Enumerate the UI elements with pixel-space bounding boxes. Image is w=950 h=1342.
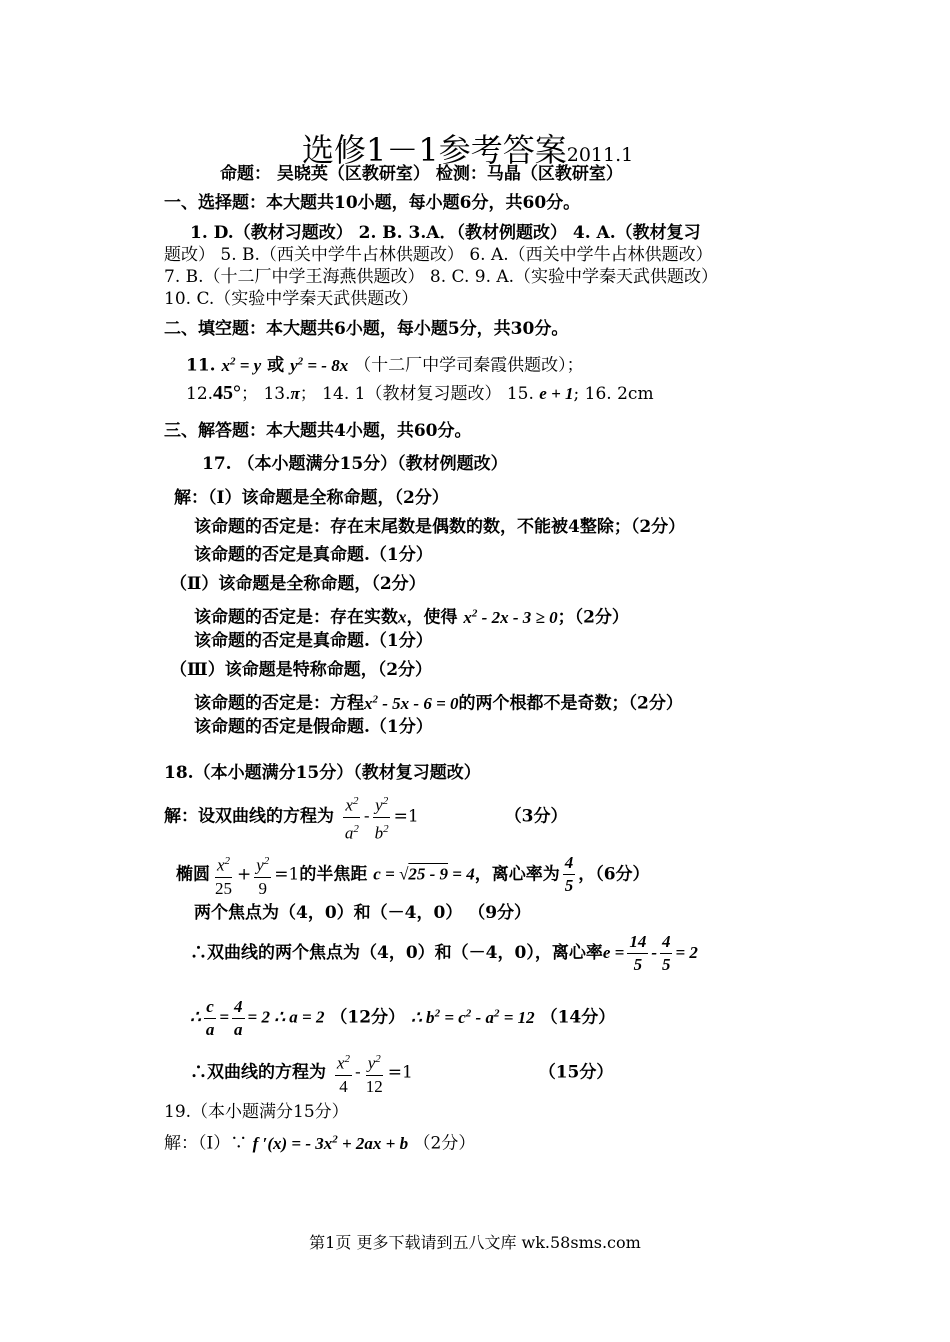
q18-l1-b: （3分） (504, 806, 568, 827)
q18-l4-a: ∴双曲线的两个焦点为（4，0）和（－4，0），离心率 (190, 943, 603, 963)
q17-l5-c: ；（2分） (557, 607, 629, 628)
section1-line2: 题改） 5. B.（西关中学牛占林供题改） 6. A.（西关中学牛占林供题改） (164, 245, 713, 265)
q17-line1: 解：（Ⅰ）该命题是全称命题，（2分） (174, 488, 449, 508)
q18-l2-c: ，离心率为 (474, 864, 560, 885)
q17-line2: 该命题的否定是：存在末尾数是偶数的数，不能被4整除；（2分） (194, 517, 686, 537)
q18-line5: ∴ $\frac{c}{a}$ = $\frac{4}{a}$ = 2 ∴ a = 2 （12分） ∴ $b^2 = c^2 - a^2 = 12$ （14分） (190, 996, 616, 1039)
q18-l2-a: 椭圆 (176, 864, 210, 885)
half-focal-formula: c = √25 - 9 = 4 (373, 864, 475, 884)
q19-line1 (164, 1128, 475, 1155)
frac-4-5-b: $\frac{4}{5}$ (661, 932, 671, 974)
frac-x2-4: $\frac{x^2}{4}$ (335, 1048, 352, 1098)
q11-formula-2: $y^2$ = - 8x (290, 355, 349, 375)
q17-title: 17. （本小题满分15分）（教材例题改） (202, 454, 508, 474)
q18-title: 18.（本小题满分15分）（教材复习题改） (164, 763, 481, 783)
q18-line1: 解：设双曲线的方程为 $\frac{x^2}{a^2}$ - $\frac{y^2}{b^2}$ =1 （3分） (164, 790, 568, 844)
q14-text: ； 14. 1（教材复习题改） 15. (299, 384, 534, 404)
q17-line9: 该命题的否定是假命题.（1分） (194, 717, 433, 737)
section1-line3: 7. B.（十二厂中学王海燕供题改） 8. C. 9. A.（实验中学秦天武供题改） (164, 267, 719, 287)
frac-c-a: $\frac{c}{a}$ (205, 996, 215, 1039)
q18-l5-a: （12分） (330, 1007, 406, 1028)
q12-value: 45° (213, 382, 242, 404)
answers-12-16 (186, 382, 654, 405)
q17-inequality: $x^2 - 2x - 3 \ge 0$ (463, 607, 558, 627)
q17-line4: （Ⅱ）该命题是全称命题，（2分） (170, 574, 426, 594)
frac-4-5: $\frac{4}{5}$ (564, 853, 574, 896)
section1-line1: 1. D.（教材习题改） 2. B. 3.A．（教材例题改） 4. A.（教材复习 (190, 223, 701, 243)
section2-heading: 二、填空题：本大题共6小题，每小题5分，共30分。 (164, 319, 569, 339)
q17-line3: 该命题的否定是真命题.（1分） (194, 545, 433, 565)
q17-l5-b: ，使得 (406, 607, 458, 628)
page-footer: 第1页 更多下载请到五八文库 wk.58sms.com (309, 1233, 641, 1252)
q18-l5-b: （14分） (540, 1007, 616, 1028)
section1-line4: 10. C.（实验中学秦天武供题改） (164, 289, 419, 309)
q17-line5 (194, 602, 629, 629)
q16-text: ; 16. 2cm (573, 384, 654, 404)
q18-line6: ∴双曲线的方程为 $\frac{x^2}{4}$ - $\frac{y^2}{12}$ =1 （15分） (190, 1048, 613, 1098)
q18-l2-d: ，（6分） (578, 864, 650, 885)
b2-formula: ∴ $b^2 = c^2 - a^2 = 12$ (410, 1007, 535, 1027)
q11-number: 11. (186, 355, 216, 376)
q19-title: 19.（本小题满分15分） (164, 1102, 349, 1122)
frac-x2-a2: $\frac{x^2}{a^2}$ (343, 790, 361, 844)
var-x: x (398, 607, 407, 627)
q17-line6: 该命题的否定是真命题.（1分） (194, 631, 433, 651)
q17-l8-b: 的两个根都不是奇数；（2分） (458, 693, 683, 714)
q13-number: ； 13. (241, 384, 291, 404)
q12-number: 12. (186, 384, 214, 404)
q18-line4: ∴双曲线的两个焦点为（4，0）和（－4，0），离心率e = $\frac{14}{5}$ - $\frac{4}{5}$ = 2 (190, 932, 698, 974)
frac-y2-12: $\frac{y^2}{12}$ (364, 1048, 385, 1098)
q17-l5-a: 该命题的否定是：存在实数 (194, 607, 398, 628)
q15-value: e + 1 (539, 384, 574, 403)
q18-l1-a: 解：设双曲线的方程为 (164, 806, 334, 827)
q11-formula-1: $x^2 = y$ (221, 355, 262, 375)
q17-line7: （Ⅲ）该命题是特称命题，（2分） (170, 660, 433, 680)
q17-line8 (194, 688, 683, 715)
q17-equation: $x^2 - 5x - 6 = 0$ (364, 693, 459, 713)
q19-l1-a: 解：（Ⅰ）∵ (164, 1133, 248, 1154)
q18-line3: 两个焦点为（4，0）和（－4，0） （9分） (194, 903, 532, 923)
q11-or: 或 (267, 355, 285, 376)
answer-11 (186, 350, 584, 377)
section3-heading: 三、解答题：本大题共4小题，共60分。 (164, 421, 472, 441)
title-main: 选修1－1参考答案 (302, 131, 567, 169)
q18-l2-b: 的半焦距 (299, 864, 368, 885)
title-year: 2011.1 (566, 144, 634, 166)
section1-heading: 一、选择题：本大题共10小题，每小题6分，共60分。 (164, 193, 581, 213)
q11-source: （十二厂中学司秦霞供题改）； (354, 355, 584, 376)
frac-x2-25: $\frac{x^2}{25}$ (213, 850, 234, 900)
q17-l8-a: 该命题的否定是：方程 (194, 693, 364, 714)
frac-4-a: $\frac{4}{a}$ (234, 996, 243, 1039)
authors-line: 命题： 吴晓英（区教研室） 检测：马晶（区教研室） (220, 164, 623, 184)
frac-14-5: $\frac{14}{5}$ (629, 932, 647, 974)
frac-y2-b2: $\frac{y^2}{b^2}$ (373, 790, 391, 844)
eccentricity-formula: e = (602, 943, 625, 962)
derivative-formula: f ′(x) = - $3x^2 + 2ax + b$ (252, 1133, 409, 1153)
q18-l6-a: ∴双曲线的方程为 (190, 1062, 326, 1083)
q19-l1-b: （2分） (413, 1133, 476, 1154)
q18-line2: 椭圆 $\frac{x^2}{25}$ + $\frac{y^2}{9}$ =1的半焦距 c = √25 - 9 = 4，离心率为 $\frac{4}{5}$ ，（6分） (176, 850, 650, 900)
q18-l6-b: （15分） (538, 1062, 614, 1083)
q13-value: π (290, 384, 300, 403)
frac-y2-9: $\frac{y^2}{9}$ (254, 850, 271, 900)
